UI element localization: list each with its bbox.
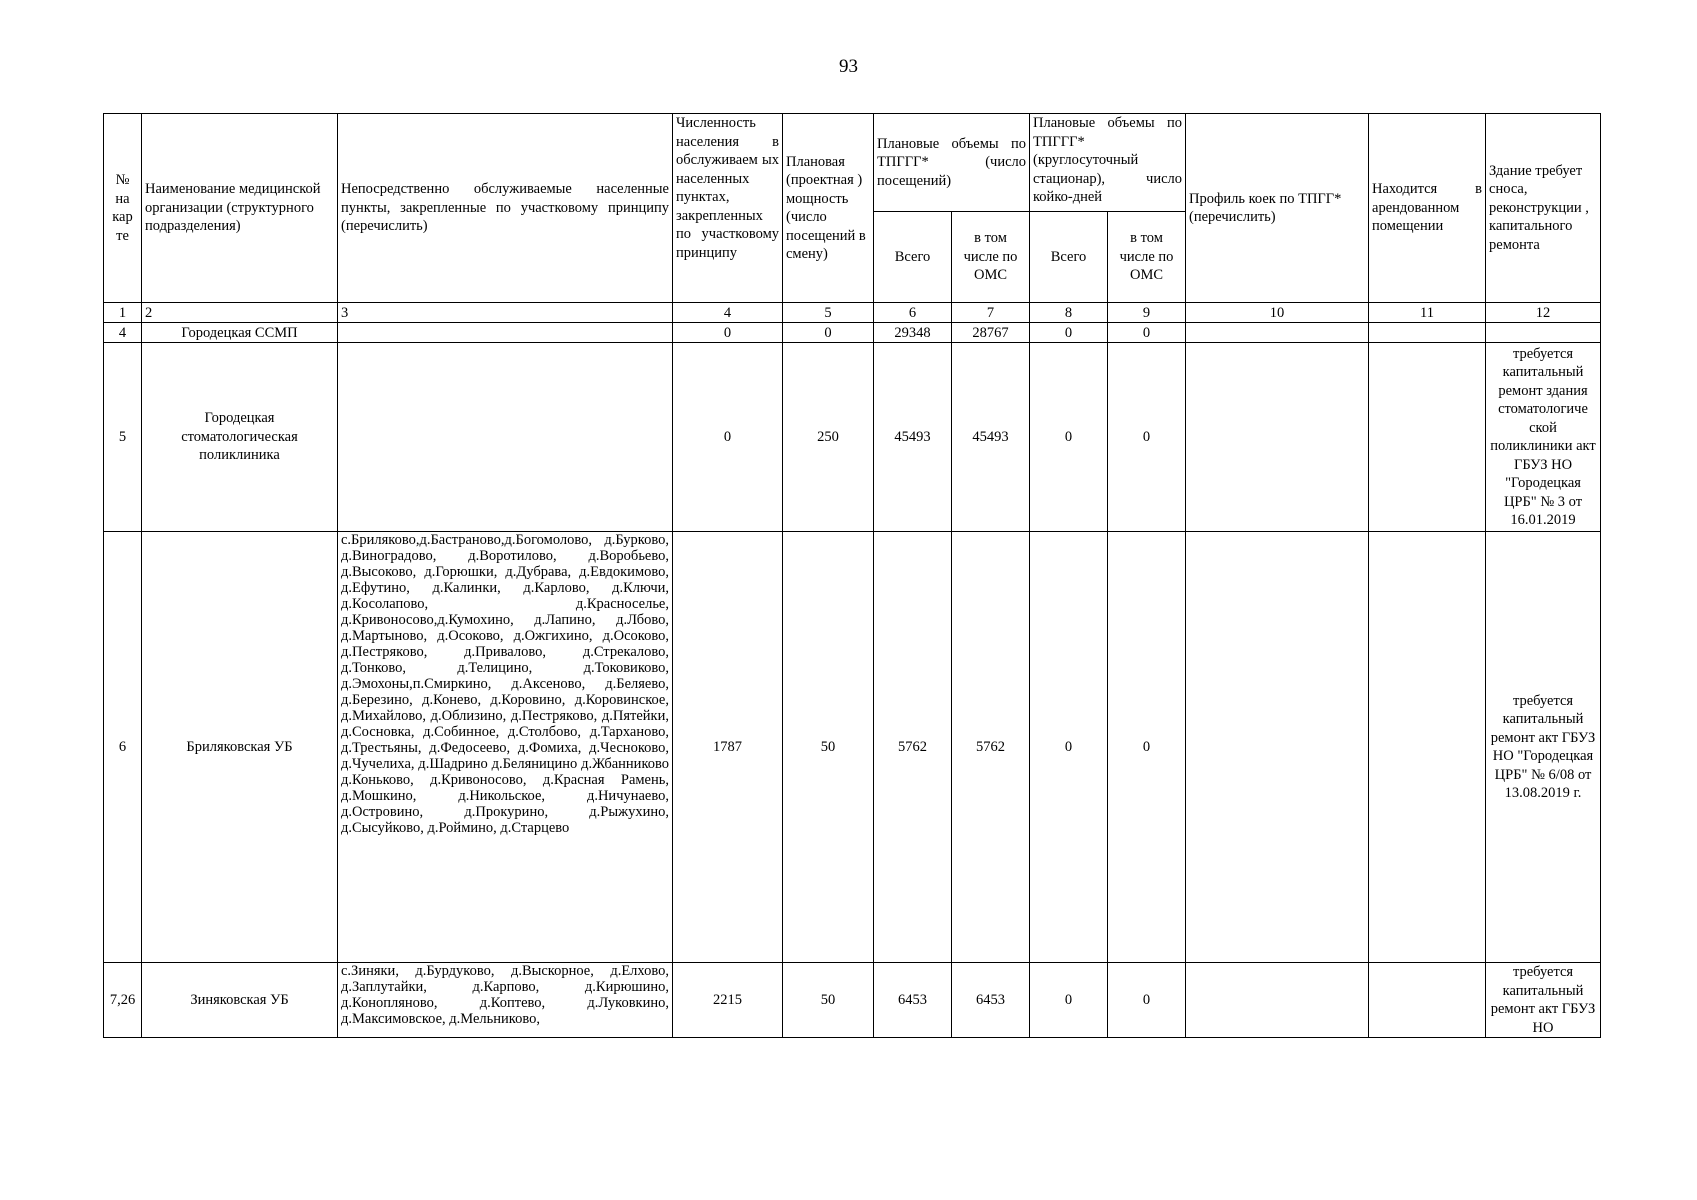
cell-rented — [1369, 963, 1486, 1038]
cell-beds-total: 0 — [1030, 963, 1108, 1038]
header-visits-total: Всего — [874, 212, 952, 303]
cell-capacity: 50 — [783, 963, 874, 1038]
table-header-row — [104, 114, 1601, 212]
header-map-number: № на кар те — [104, 114, 142, 303]
header-capacity: Плановая (проектная ) мощность (число посещений в смену) — [783, 114, 874, 303]
cell-map-number: 6 — [104, 532, 142, 963]
cell-visits-total: 5762 — [874, 532, 952, 963]
cell-population: 1787 — [673, 532, 783, 963]
cell-beds-total: 0 — [1030, 343, 1108, 532]
header-organization-name: Наименование медицинской организации (структурного подразделения) — [142, 114, 338, 303]
column-number: 4 — [673, 303, 783, 323]
column-number: 6 — [874, 303, 952, 323]
cell-rented — [1369, 343, 1486, 532]
cell-repair: требуется капитальный ремонт здания стоматологиче ской поликлиники акт ГБУЗ НО "Городецкая ЦРБ" № 3 от 16.01.2019 — [1486, 343, 1601, 532]
cell-organization-name: Зиняковская УБ — [142, 963, 338, 1038]
cell-capacity: 50 — [783, 532, 874, 963]
cell-beds-oms: 0 — [1108, 343, 1186, 532]
cell-organization-name: Городецкая ССМП — [142, 323, 338, 343]
cell-rented — [1369, 323, 1486, 343]
column-number: 2 — [142, 303, 338, 323]
cell-bed-profile — [1186, 323, 1369, 343]
cell-visits-oms: 45493 — [952, 343, 1030, 532]
column-number: 10 — [1186, 303, 1369, 323]
column-number: 11 — [1369, 303, 1486, 323]
table-row — [104, 343, 1601, 532]
cell-map-number: 4 — [104, 323, 142, 343]
cell-visits-total: 6453 — [874, 963, 952, 1038]
cell-beds-oms: 0 — [1108, 323, 1186, 343]
cell-visits-total: 29348 — [874, 323, 952, 343]
cell-beds-total: 0 — [1030, 323, 1108, 343]
table-row — [104, 963, 1601, 1038]
page-number: 93 — [839, 56, 858, 77]
cell-beds-oms: 0 — [1108, 532, 1186, 963]
cell-capacity: 250 — [783, 343, 874, 532]
cell-rented — [1369, 532, 1486, 963]
header-beds-total: Всего — [1030, 212, 1108, 303]
cell-visits-oms: 6453 — [952, 963, 1030, 1038]
cell-map-number: 7,26 — [104, 963, 142, 1038]
cell-bed-profile — [1186, 343, 1369, 532]
cell-population: 0 — [673, 323, 783, 343]
column-number: 1 — [104, 303, 142, 323]
cell-settlements: с.Бриляково,д.Бастраново,д.Богомолово, д.Бурково, д.Виноградово, д.Воротилово, д.Воробьево, д.Высоково, д.Горюшки, д.Дубрава, д.Евдокимово, д.Ефутино, д.Калинки, д.Карлово, д.Ключи, д.Косолапово, д.Красноселье, д.Кривоносово,д.Кумохино, д.Лапино, д.Лбово, д.Мартыново, д.Осоково, д.Ожгихино, д.Осоково, д.Пестряково, д.Привалово, д.Стрекалово, д.Тонково, д.Телицино, д.Токовиково, д.Эмохоны,п.Смиркино, д.Аксеново, д.Беляево, д.Березино, д.Конево, д.Коровино, д.Коровинское, д.Михайлово, д.Облизино, д.Пестряково, д.Пятейки, д.Сосновка, д.Собинное, д.Столбово, д.Тарханово, д.Трестьяны, д.Федосеево, д.Фомиха, д.Чесноково, д.Чучелиха, д.Шадрино д.Беляницино д.Жбанниково д.Коньково, д.Кривоносово, д.Красная Рамень, д.Мошкино, д.Никольское, д.Ничунаево, д.Островино, д.Прокурино, д.Рыжухино, д.Сысуйково, д.Роймино, д.Старцево — [338, 532, 673, 963]
cell-repair: требуется капитальный ремонт акт ГБУЗ НО — [1486, 963, 1601, 1038]
header-beds-group: Плановые объемы по ТПГГГ* (круглосуточный стационар), число койко-дней — [1030, 114, 1186, 212]
cell-capacity: 0 — [783, 323, 874, 343]
header-beds-oms: в том числе по ОМС — [1108, 212, 1186, 303]
cell-visits-total: 45493 — [874, 343, 952, 532]
cell-beds-total: 0 — [1030, 532, 1108, 963]
header-bed-profile: Профиль коек по ТПГГ* (перечислить) — [1186, 114, 1369, 303]
cell-repair — [1486, 323, 1601, 343]
table-row — [104, 532, 1601, 963]
header-visits-oms: в том числе по ОМС — [952, 212, 1030, 303]
column-number: 8 — [1030, 303, 1108, 323]
column-number: 12 — [1486, 303, 1601, 323]
column-number: 7 — [952, 303, 1030, 323]
header-visits-group: Плановые объемы по ТПГГГ* (число посещений) — [874, 114, 1030, 212]
header-repair: Здание требует сноса, реконструкции , капитального ремонта — [1486, 114, 1601, 303]
header-rented: Находится в арендованном помещении — [1369, 114, 1486, 303]
column-number: 3 — [338, 303, 673, 323]
cell-map-number: 5 — [104, 343, 142, 532]
cell-organization-name: Бриляковская УБ — [142, 532, 338, 963]
cell-settlements — [338, 343, 673, 532]
cell-population: 0 — [673, 343, 783, 532]
cell-organization-name: Городецкая стоматологическая поликлиника — [142, 343, 338, 532]
column-number: 5 — [783, 303, 874, 323]
column-number: 9 — [1108, 303, 1186, 323]
cell-settlements: с.Зиняки, д.Бурдуково, д.Выскорное, д.Елхово, д.Заплутайки, д.Карпово, д.Кирюшино, д.Коноплянoво, д.Коптево, д.Луковкино, д.Максимовское, д.Мельниково, — [338, 963, 673, 1038]
cell-repair: требуется капитальный ремонт акт ГБУЗ НО "Городецкая ЦРБ" № 6/08 от 13.08.2019 г. — [1486, 532, 1601, 963]
cell-bed-profile — [1186, 963, 1369, 1038]
cell-visits-oms: 5762 — [952, 532, 1030, 963]
cell-settlements — [338, 323, 673, 343]
cell-beds-oms: 0 — [1108, 963, 1186, 1038]
cell-bed-profile — [1186, 532, 1369, 963]
column-numbers-row — [104, 303, 1601, 323]
cell-visits-oms: 28767 — [952, 323, 1030, 343]
cell-population: 2215 — [673, 963, 783, 1038]
table-row — [104, 323, 1601, 343]
header-settlements: Непосредственно обслуживаемые населенные пункты, закрепленные по участковому принципу (перечислить) — [338, 114, 673, 303]
header-population: Численность населения в обслуживаем ых населенных пунктах, закрепленных по участковому принципу — [673, 114, 783, 303]
medical-organizations-table — [103, 113, 1601, 1038]
